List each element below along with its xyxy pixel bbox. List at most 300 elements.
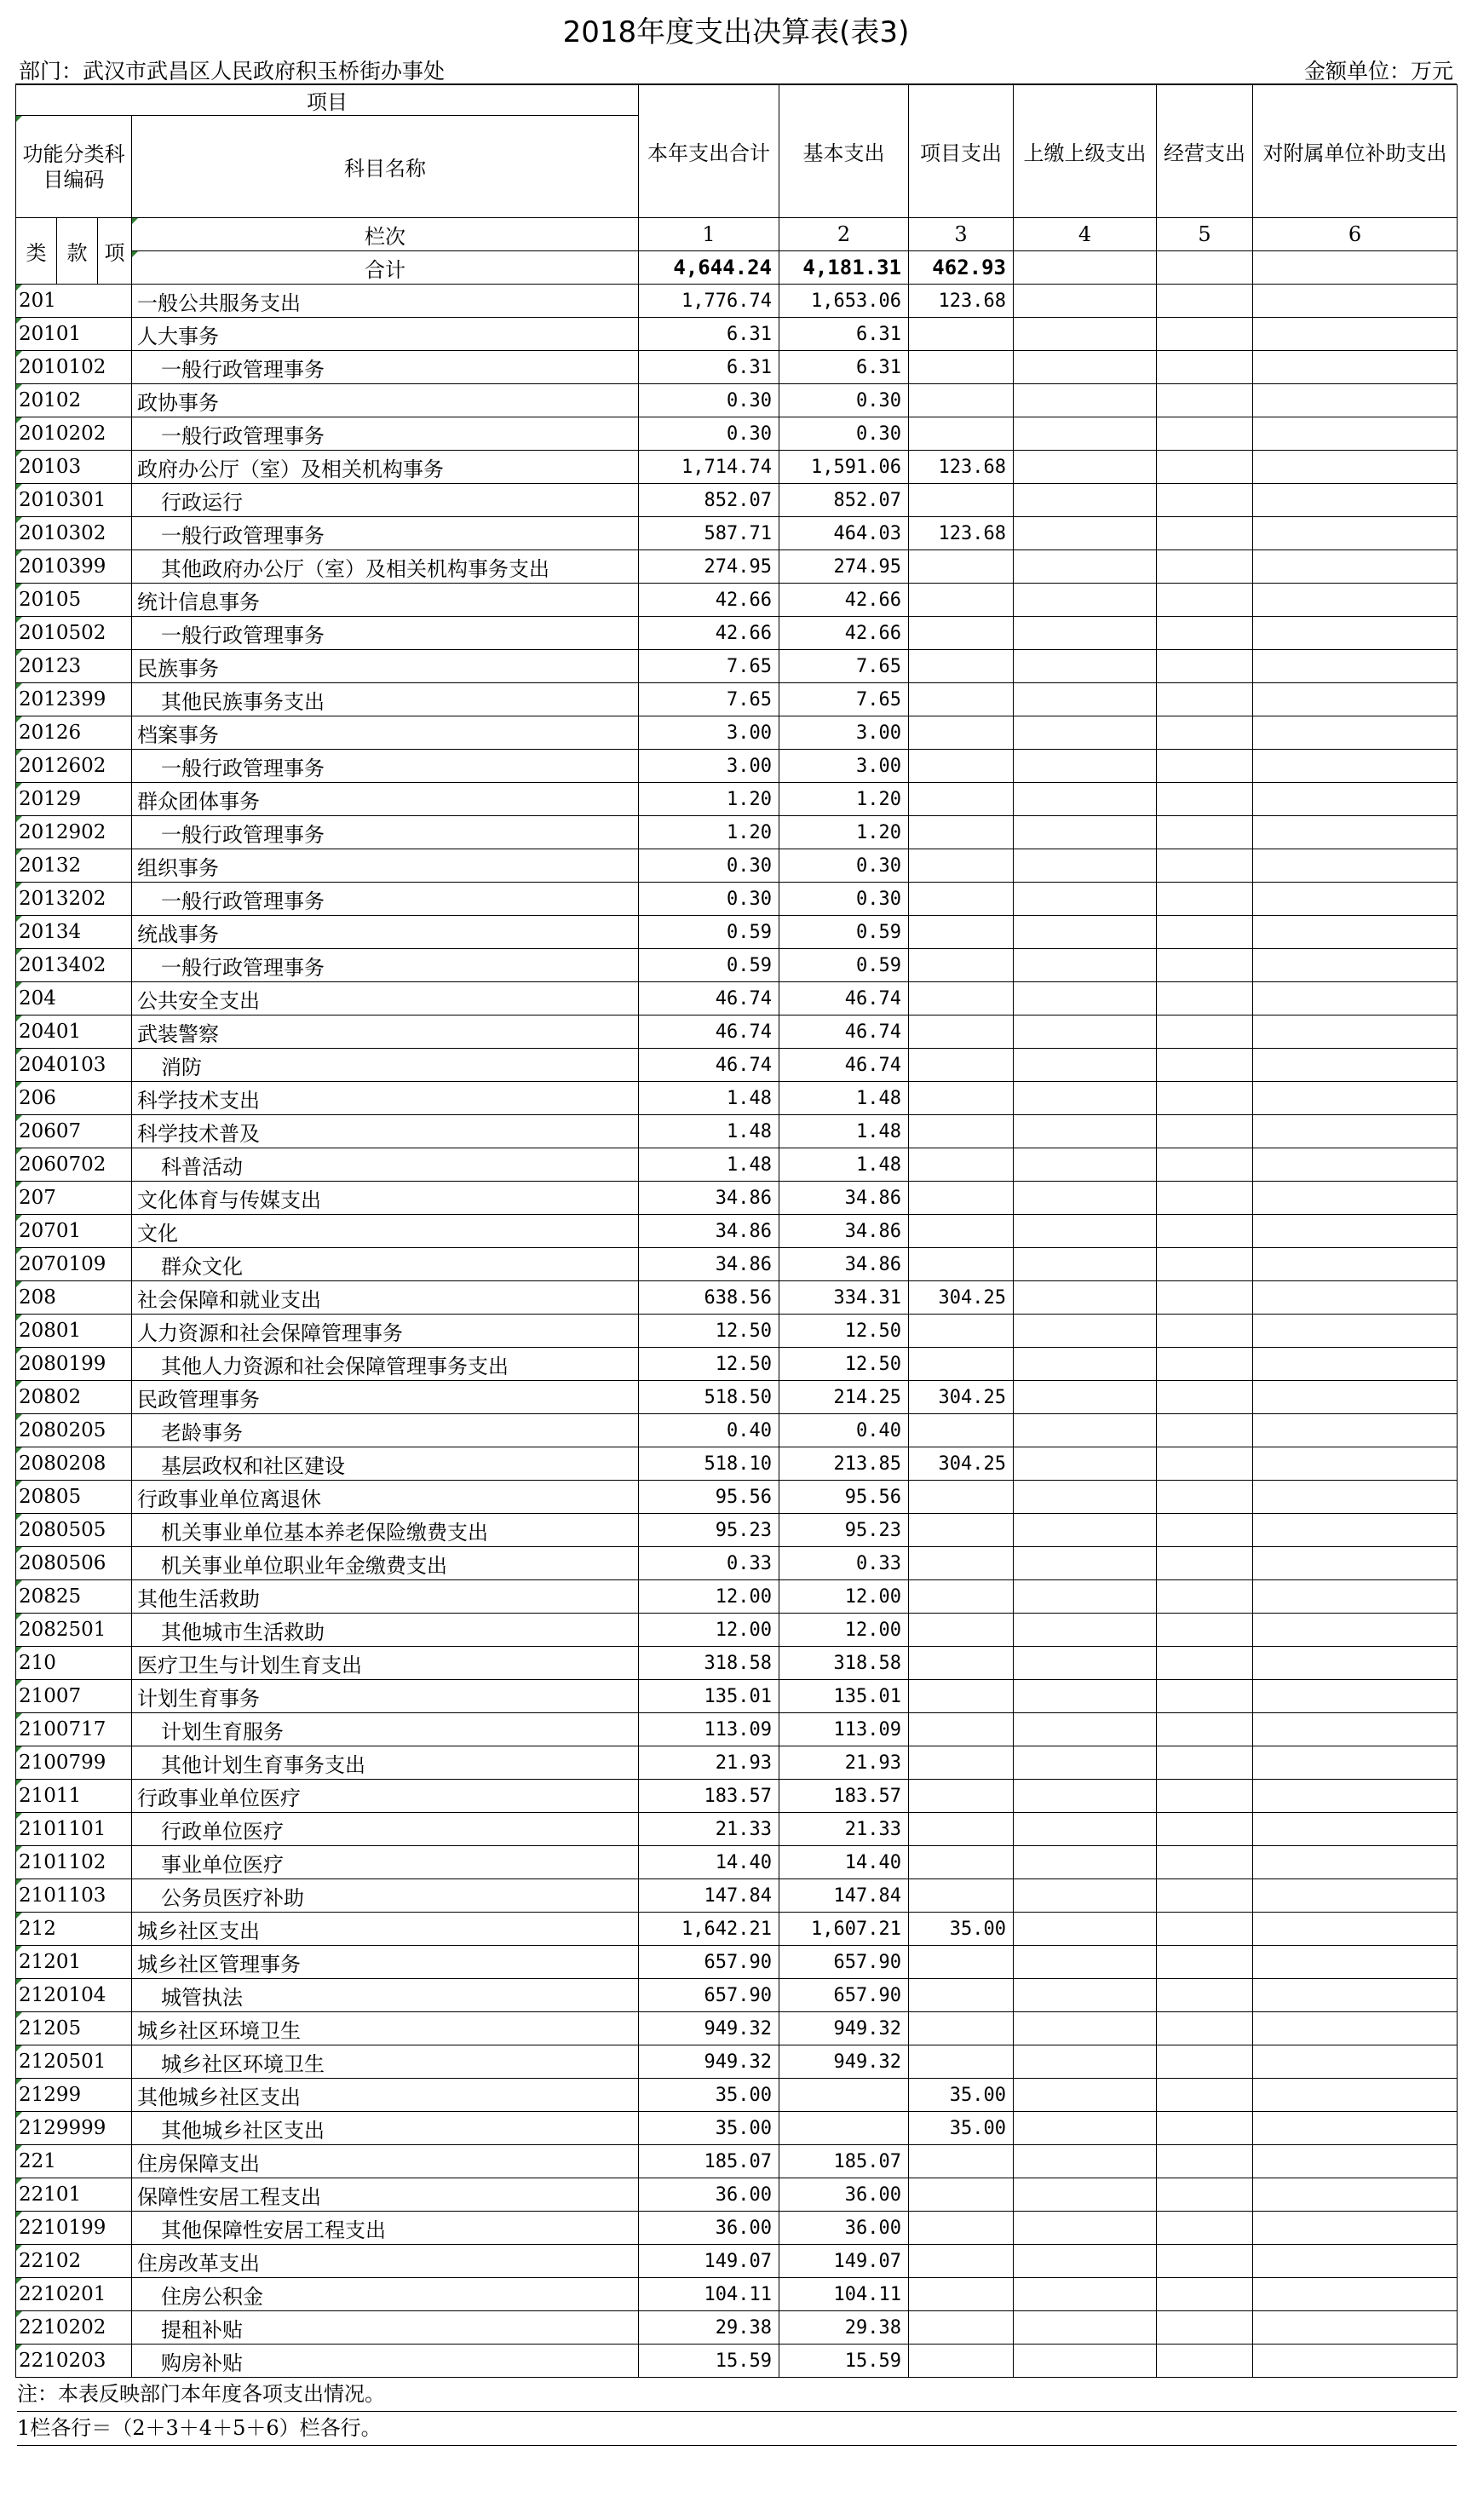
column-index-3: 3 xyxy=(909,218,1014,251)
row-subsidiary xyxy=(1253,1381,1458,1414)
row-business xyxy=(1157,2345,1253,2378)
row-total: 6.31 xyxy=(639,318,779,351)
row-project xyxy=(909,1049,1014,1082)
row-basic: 46.74 xyxy=(779,1015,909,1049)
row-basic: 135.01 xyxy=(779,1680,909,1713)
row-project xyxy=(909,1846,1014,1879)
row-subject-name: 住房保障支出 xyxy=(132,2145,639,2178)
column-index-5: 5 xyxy=(1157,218,1253,251)
row-project xyxy=(909,1348,1014,1381)
table-row xyxy=(16,1547,1458,1580)
row-code: 2210201 xyxy=(16,2278,132,2311)
row-upper xyxy=(1014,351,1157,384)
table-row xyxy=(16,683,1458,716)
row-subject-name: 群众文化 xyxy=(132,1248,639,1281)
row-total: 318.58 xyxy=(639,1647,779,1680)
row-basic: 34.86 xyxy=(779,1248,909,1281)
row-code: 2010502 xyxy=(16,617,132,650)
row-upper xyxy=(1014,1281,1157,1315)
row-total: 949.32 xyxy=(639,2045,779,2079)
table-row xyxy=(16,1746,1458,1780)
row-upper xyxy=(1014,285,1157,318)
row-upper xyxy=(1014,1215,1157,1248)
row-subject-name: 老龄事务 xyxy=(132,1414,639,1447)
row-business xyxy=(1157,1813,1253,1846)
table-row xyxy=(16,1780,1458,1813)
row-basic: 104.11 xyxy=(779,2278,909,2311)
row-business xyxy=(1157,384,1253,417)
row-total: 42.66 xyxy=(639,584,779,617)
row-subsidiary xyxy=(1253,916,1458,949)
row-code: 2101101 xyxy=(16,1813,132,1846)
row-total: 36.00 xyxy=(639,2212,779,2245)
row-subsidiary xyxy=(1253,1115,1458,1148)
row-basic xyxy=(779,2079,909,2112)
table-row xyxy=(16,1647,1458,1680)
row-basic: 7.65 xyxy=(779,650,909,683)
row-total: 587.71 xyxy=(639,517,779,550)
row-business xyxy=(1157,2245,1253,2278)
row-subject-name: 武装警察 xyxy=(132,1015,639,1049)
row-basic: 213.85 xyxy=(779,1447,909,1481)
row-basic: 1.20 xyxy=(779,816,909,849)
row-subject-name: 机关事业单位职业年金缴费支出 xyxy=(132,1547,639,1580)
row-project xyxy=(909,1148,1014,1182)
row-business xyxy=(1157,1115,1253,1148)
row-total: 15.59 xyxy=(639,2345,779,2378)
row-subject-name: 其他人力资源和社会保障管理事务支出 xyxy=(132,1348,639,1381)
row-code: 204 xyxy=(16,982,132,1015)
row-project: 123.68 xyxy=(909,451,1014,484)
row-subject-name: 城管执法 xyxy=(132,1979,639,2012)
column-index-4: 4 xyxy=(1014,218,1157,251)
row-code: 20105 xyxy=(16,584,132,617)
row-total: 1.20 xyxy=(639,783,779,816)
row-upper xyxy=(1014,1680,1157,1713)
table-row xyxy=(16,550,1458,584)
row-basic: 1.48 xyxy=(779,1115,909,1148)
row-business xyxy=(1157,1614,1253,1647)
row-total: 1,776.74 xyxy=(639,285,779,318)
table-row xyxy=(16,2311,1458,2345)
totals-label: 合计 xyxy=(132,251,639,285)
row-basic: 0.30 xyxy=(779,417,909,451)
row-business xyxy=(1157,2212,1253,2245)
row-subsidiary xyxy=(1253,451,1458,484)
row-subject-name: 事业单位医疗 xyxy=(132,1846,639,1879)
row-subsidiary xyxy=(1253,2212,1458,2245)
table-row xyxy=(16,1082,1458,1115)
table-row xyxy=(16,2012,1458,2045)
table-notes xyxy=(15,2378,1457,2446)
row-business xyxy=(1157,1713,1253,1746)
row-subject-name: 购房补贴 xyxy=(132,2345,639,2378)
row-business xyxy=(1157,2045,1253,2079)
row-total: 7.65 xyxy=(639,650,779,683)
row-project xyxy=(909,484,1014,517)
row-subsidiary xyxy=(1253,716,1458,750)
row-project xyxy=(909,1879,1014,1913)
row-subject-name: 其他政府办公厅（室）及相关机构事务支出 xyxy=(132,550,639,584)
row-subject-name: 行政事业单位离退休 xyxy=(132,1481,639,1514)
table-row xyxy=(16,318,1458,351)
table-row xyxy=(16,417,1458,451)
row-code: 20134 xyxy=(16,916,132,949)
row-total: 852.07 xyxy=(639,484,779,517)
row-code: 20401 xyxy=(16,1015,132,1049)
row-code: 2080505 xyxy=(16,1514,132,1547)
row-total: 46.74 xyxy=(639,982,779,1015)
row-basic: 1.48 xyxy=(779,1148,909,1182)
totals-project: 462.93 xyxy=(909,251,1014,285)
row-business xyxy=(1157,1281,1253,1315)
row-project xyxy=(909,1414,1014,1447)
row-basic: 185.07 xyxy=(779,2145,909,2178)
row-code: 2013202 xyxy=(16,883,132,916)
row-subsidiary xyxy=(1253,1780,1458,1813)
table-row xyxy=(16,1447,1458,1481)
row-basic: 0.59 xyxy=(779,949,909,982)
table-row xyxy=(16,916,1458,949)
row-subject-name: 城乡社区环境卫生 xyxy=(132,2045,639,2079)
row-project xyxy=(909,1580,1014,1614)
row-basic: 0.30 xyxy=(779,849,909,883)
table-row xyxy=(16,1614,1458,1647)
page-title: 2018年度支出决算表(表3) xyxy=(562,15,910,49)
row-total: 638.56 xyxy=(639,1281,779,1315)
row-subsidiary xyxy=(1253,1015,1458,1049)
row-code: 2013402 xyxy=(16,949,132,982)
row-total: 12.00 xyxy=(639,1614,779,1647)
row-business xyxy=(1157,2278,1253,2311)
row-basic: 7.65 xyxy=(779,683,909,716)
row-upper xyxy=(1014,2311,1157,2345)
row-total: 0.30 xyxy=(639,849,779,883)
row-subsidiary xyxy=(1253,1148,1458,1182)
row-project xyxy=(909,1315,1014,1348)
row-code: 2010302 xyxy=(16,517,132,550)
header-xiang: 项 xyxy=(98,218,132,285)
row-business xyxy=(1157,2112,1253,2145)
row-project: 304.25 xyxy=(909,1447,1014,1481)
table-row xyxy=(16,2079,1458,2112)
row-code: 20801 xyxy=(16,1315,132,1348)
row-upper xyxy=(1014,883,1157,916)
row-upper xyxy=(1014,384,1157,417)
row-total: 0.40 xyxy=(639,1414,779,1447)
table-row xyxy=(16,1315,1458,1348)
row-project xyxy=(909,417,1014,451)
row-project xyxy=(909,982,1014,1015)
row-upper xyxy=(1014,417,1157,451)
table-row xyxy=(16,849,1458,883)
row-subsidiary xyxy=(1253,683,1458,716)
row-project xyxy=(909,1946,1014,1979)
row-project xyxy=(909,550,1014,584)
row-total: 0.59 xyxy=(639,949,779,982)
row-subject-name: 科学技术支出 xyxy=(132,1082,639,1115)
row-upper xyxy=(1014,1414,1157,1447)
row-project xyxy=(909,1647,1014,1680)
row-project: 35.00 xyxy=(909,2112,1014,2145)
row-basic: 0.59 xyxy=(779,916,909,949)
row-business xyxy=(1157,318,1253,351)
column-index-6: 6 xyxy=(1253,218,1458,251)
row-basic: 6.31 xyxy=(779,351,909,384)
row-business xyxy=(1157,982,1253,1015)
row-basic: 1,653.06 xyxy=(779,285,909,318)
row-subsidiary xyxy=(1253,484,1458,517)
row-basic: 1.20 xyxy=(779,783,909,816)
row-project xyxy=(909,1115,1014,1148)
row-total: 949.32 xyxy=(639,2012,779,2045)
row-upper xyxy=(1014,1082,1157,1115)
row-basic: 852.07 xyxy=(779,484,909,517)
row-total: 185.07 xyxy=(639,2145,779,2178)
row-subsidiary xyxy=(1253,550,1458,584)
row-project xyxy=(909,816,1014,849)
row-basic: 0.33 xyxy=(779,1547,909,1580)
header-basic: 基本支出 xyxy=(779,85,909,218)
row-basic: 334.31 xyxy=(779,1281,909,1315)
row-project xyxy=(909,849,1014,883)
row-subject-name: 住房公积金 xyxy=(132,2278,639,2311)
table-row xyxy=(16,1979,1458,2012)
row-subsidiary xyxy=(1253,617,1458,650)
row-business xyxy=(1157,351,1253,384)
table-header xyxy=(16,85,1458,285)
row-business xyxy=(1157,750,1253,783)
row-subject-name: 行政事业单位医疗 xyxy=(132,1780,639,1813)
row-project xyxy=(909,1015,1014,1049)
row-upper xyxy=(1014,1381,1157,1414)
row-project xyxy=(909,2311,1014,2345)
table-row xyxy=(16,1481,1458,1514)
row-total: 34.86 xyxy=(639,1182,779,1215)
row-project xyxy=(909,650,1014,683)
row-business xyxy=(1157,451,1253,484)
table-row xyxy=(16,1281,1458,1315)
row-subject-name: 一般行政管理事务 xyxy=(132,417,639,451)
row-upper xyxy=(1014,1913,1157,1946)
row-subsidiary xyxy=(1253,1547,1458,1580)
row-business xyxy=(1157,2145,1253,2178)
row-total: 36.00 xyxy=(639,2178,779,2212)
table-row xyxy=(16,2345,1458,2378)
row-project xyxy=(909,584,1014,617)
row-basic: 0.40 xyxy=(779,1414,909,1447)
row-code: 2010301 xyxy=(16,484,132,517)
row-subsidiary xyxy=(1253,384,1458,417)
row-project: 123.68 xyxy=(909,517,1014,550)
row-subject-name: 政府办公厅（室）及相关机构事务 xyxy=(132,451,639,484)
row-subsidiary xyxy=(1253,2012,1458,2045)
row-upper xyxy=(1014,1647,1157,1680)
row-basic: 113.09 xyxy=(779,1713,909,1746)
row-subject-name: 科普活动 xyxy=(132,1148,639,1182)
row-project xyxy=(909,883,1014,916)
row-project xyxy=(909,1780,1014,1813)
row-business xyxy=(1157,1514,1253,1547)
row-code: 2101102 xyxy=(16,1846,132,1879)
row-subsidiary xyxy=(1253,1746,1458,1780)
row-subject-name: 其他保障性安居工程支出 xyxy=(132,2212,639,2245)
row-business xyxy=(1157,1049,1253,1082)
row-upper xyxy=(1014,750,1157,783)
table-row xyxy=(16,1813,1458,1846)
row-subsidiary xyxy=(1253,1614,1458,1647)
sheet-subheader xyxy=(15,56,1457,84)
row-total: 95.56 xyxy=(639,1481,779,1514)
totals-business xyxy=(1157,251,1253,285)
row-code: 2080205 xyxy=(16,1414,132,1447)
column-index-1: 1 xyxy=(639,218,779,251)
row-project xyxy=(909,783,1014,816)
table-row xyxy=(16,982,1458,1015)
row-subject-name: 其他生活救助 xyxy=(132,1580,639,1614)
table-row xyxy=(16,1846,1458,1879)
row-project xyxy=(909,1248,1014,1281)
row-basic: 12.50 xyxy=(779,1348,909,1381)
row-upper xyxy=(1014,451,1157,484)
expenditure-sheet xyxy=(15,0,1457,2446)
row-code: 20701 xyxy=(16,1215,132,1248)
row-subject-name: 科学技术普及 xyxy=(132,1115,639,1148)
row-total: 34.86 xyxy=(639,1215,779,1248)
row-subject-name: 统计信息事务 xyxy=(132,584,639,617)
row-upper xyxy=(1014,982,1157,1015)
row-total: 1.48 xyxy=(639,1115,779,1148)
row-business xyxy=(1157,1913,1253,1946)
row-subsidiary xyxy=(1253,1913,1458,1946)
row-subject-name: 城乡社区支出 xyxy=(132,1913,639,1946)
row-project xyxy=(909,1713,1014,1746)
row-upper xyxy=(1014,1614,1157,1647)
row-code: 2010399 xyxy=(16,550,132,584)
header-subsidiary: 对附属单位补助支出 xyxy=(1253,85,1458,218)
row-basic: 464.03 xyxy=(779,517,909,550)
row-total: 183.57 xyxy=(639,1780,779,1813)
row-upper xyxy=(1014,2345,1157,2378)
row-upper xyxy=(1014,1514,1157,1547)
row-subsidiary xyxy=(1253,849,1458,883)
row-upper xyxy=(1014,2045,1157,2079)
row-total: 12.00 xyxy=(639,1580,779,1614)
table-row xyxy=(16,650,1458,683)
row-upper xyxy=(1014,1713,1157,1746)
table-row xyxy=(16,1348,1458,1381)
row-code: 20129 xyxy=(16,783,132,816)
row-subsidiary xyxy=(1253,2345,1458,2378)
row-subsidiary xyxy=(1253,1049,1458,1082)
row-upper xyxy=(1014,318,1157,351)
row-project xyxy=(909,716,1014,750)
row-code: 2210199 xyxy=(16,2212,132,2245)
row-upper xyxy=(1014,916,1157,949)
row-basic: 1,591.06 xyxy=(779,451,909,484)
row-subsidiary xyxy=(1253,883,1458,916)
row-total: 518.10 xyxy=(639,1447,779,1481)
header-func-code-text: 功能分类科目编码 xyxy=(22,141,125,192)
row-code: 207 xyxy=(16,1182,132,1215)
totals-basic: 4,181.31 xyxy=(779,251,909,285)
row-upper xyxy=(1014,949,1157,982)
row-business xyxy=(1157,2012,1253,2045)
row-business xyxy=(1157,1315,1253,1348)
row-total: 135.01 xyxy=(639,1680,779,1713)
row-basic: 34.86 xyxy=(779,1182,909,1215)
row-subsidiary xyxy=(1253,1082,1458,1115)
row-project xyxy=(909,1547,1014,1580)
row-project xyxy=(909,2178,1014,2212)
row-subject-name: 组织事务 xyxy=(132,849,639,883)
row-subsidiary xyxy=(1253,1348,1458,1381)
row-subject-name: 一般行政管理事务 xyxy=(132,750,639,783)
row-subject-name: 行政运行 xyxy=(132,484,639,517)
expenditure-table xyxy=(15,84,1458,2378)
row-subsidiary xyxy=(1253,1813,1458,1846)
row-subject-name: 政协事务 xyxy=(132,384,639,417)
row-code: 201 xyxy=(16,285,132,318)
table-row xyxy=(16,1381,1458,1414)
row-code: 208 xyxy=(16,1281,132,1315)
row-subsidiary xyxy=(1253,1215,1458,1248)
table-row xyxy=(16,1913,1458,1946)
row-business xyxy=(1157,1580,1253,1614)
row-subject-name: 保障性安居工程支出 xyxy=(132,2178,639,2212)
row-subject-name: 其他计划生育事务支出 xyxy=(132,1746,639,1780)
row-project xyxy=(909,916,1014,949)
row-subsidiary xyxy=(1253,2278,1458,2311)
row-subsidiary xyxy=(1253,1879,1458,1913)
row-subject-name: 城乡社区环境卫生 xyxy=(132,2012,639,2045)
table-row xyxy=(16,617,1458,650)
row-subject-name: 民政管理事务 xyxy=(132,1381,639,1414)
column-index-2: 2 xyxy=(779,218,909,251)
row-total: 95.23 xyxy=(639,1514,779,1547)
row-subsidiary xyxy=(1253,417,1458,451)
row-total: 29.38 xyxy=(639,2311,779,2345)
row-upper xyxy=(1014,617,1157,650)
row-subsidiary xyxy=(1253,783,1458,816)
row-upper xyxy=(1014,683,1157,716)
row-upper xyxy=(1014,1946,1157,1979)
row-business xyxy=(1157,1381,1253,1414)
row-business xyxy=(1157,1248,1253,1281)
row-subsidiary xyxy=(1253,750,1458,783)
row-subsidiary xyxy=(1253,949,1458,982)
row-code: 20802 xyxy=(16,1381,132,1414)
row-subsidiary xyxy=(1253,1846,1458,1879)
row-upper xyxy=(1014,2112,1157,2145)
row-upper xyxy=(1014,1580,1157,1614)
row-business xyxy=(1157,1680,1253,1713)
row-subsidiary xyxy=(1253,1946,1458,1979)
row-upper xyxy=(1014,1248,1157,1281)
table-row xyxy=(16,2145,1458,2178)
row-basic: 46.74 xyxy=(779,1049,909,1082)
row-total: 21.93 xyxy=(639,1746,779,1780)
row-business xyxy=(1157,1879,1253,1913)
row-total: 518.50 xyxy=(639,1381,779,1414)
row-total: 6.31 xyxy=(639,351,779,384)
row-project xyxy=(909,1614,1014,1647)
row-project xyxy=(909,2045,1014,2079)
row-subject-name: 一般行政管理事务 xyxy=(132,883,639,916)
table-row xyxy=(16,1115,1458,1148)
row-project xyxy=(909,318,1014,351)
row-code: 2080199 xyxy=(16,1348,132,1381)
